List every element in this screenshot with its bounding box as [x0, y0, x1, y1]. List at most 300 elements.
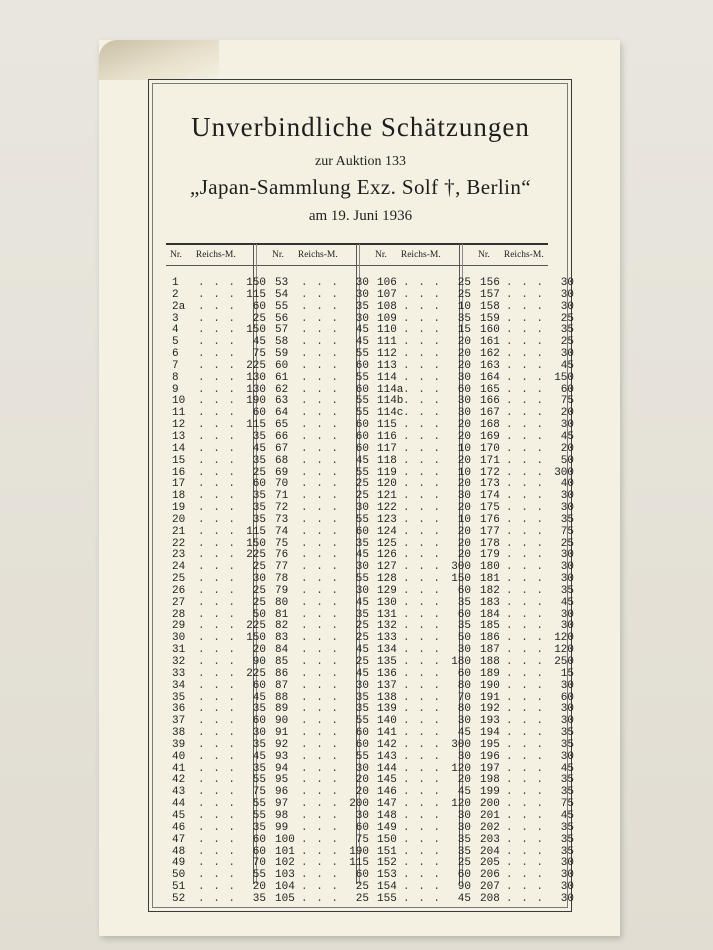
estimate-value: 115: [246, 288, 266, 301]
lot-number: 148: [377, 809, 397, 822]
table-row: [275, 456, 369, 468]
leader-dots: . . .: [198, 798, 237, 811]
leader-dots: . . .: [301, 584, 340, 597]
leader-dots: . . .: [506, 430, 545, 443]
lot-number: 7: [172, 359, 179, 372]
lot-number: 81: [275, 608, 289, 621]
leader-dots: . . .: [198, 513, 237, 526]
estimate-value: 45: [560, 762, 574, 775]
estimate-value: 35: [252, 502, 266, 515]
estimate-value: 55: [355, 573, 369, 586]
estimate-value: 115: [246, 419, 266, 432]
leader-dots: . . .: [403, 881, 442, 894]
table-row: [275, 527, 369, 539]
estimate-value: 30: [560, 892, 574, 905]
estimate-value: 55: [252, 774, 266, 787]
leader-dots: . . .: [506, 774, 545, 787]
leader-dots: . . .: [506, 407, 545, 420]
estimate-value: 35: [252, 821, 266, 834]
leader-dots: . . .: [506, 869, 545, 882]
estimate-value: 30: [560, 869, 574, 882]
lot-number: 9: [172, 383, 179, 396]
leader-dots: . . .: [403, 679, 442, 692]
estimate-value: 150: [246, 537, 266, 550]
leader-dots: . . .: [403, 537, 442, 550]
estimate-value: 30: [457, 407, 471, 420]
estimate-value: 25: [355, 620, 369, 633]
estimate-value: 30: [560, 881, 574, 894]
estimate-value: 90: [457, 881, 471, 894]
leader-dots: . . .: [506, 371, 545, 384]
estimate-value: 45: [355, 667, 369, 680]
leader-dots: . . .: [301, 727, 340, 740]
lot-number: 51: [172, 881, 186, 894]
estimate-value: 35: [457, 620, 471, 633]
estimate-value: 20: [457, 525, 471, 538]
leader-dots: . . .: [506, 738, 545, 751]
estimate-value: 35: [560, 786, 574, 799]
estimate-value: 10: [457, 466, 471, 479]
lot-number: 204: [480, 845, 500, 858]
leader-dots: . . .: [506, 383, 545, 396]
leader-dots: . . .: [506, 821, 545, 834]
leader-dots: . . .: [403, 608, 442, 621]
lot-number: 187: [480, 644, 500, 657]
lot-number: 132: [377, 620, 397, 633]
table-row: [275, 290, 369, 302]
leader-dots: . . .: [403, 430, 442, 443]
leader-dots: . . .: [403, 490, 442, 503]
leader-dots: . . .: [198, 632, 237, 645]
estimate-value: 35: [560, 845, 574, 858]
estimate-value: 20: [457, 348, 471, 361]
lot-number: 114b: [377, 395, 404, 408]
estimate-value: 25: [252, 596, 266, 609]
estimate-value: 25: [355, 478, 369, 491]
lot-number: 177: [480, 525, 500, 538]
estimate-value: 60: [355, 727, 369, 740]
leader-dots: . . .: [301, 383, 340, 396]
lot-number: 157: [480, 288, 500, 301]
leader-dots: . . .: [506, 359, 545, 372]
leader-dots: . . .: [301, 490, 340, 503]
leader-dots: . . .: [403, 632, 442, 645]
estimate-value: 45: [252, 750, 266, 763]
lot-number: 197: [480, 762, 500, 775]
leader-dots: . . .: [506, 348, 545, 361]
leader-dots: . . .: [403, 312, 442, 325]
lot-number: 174: [480, 490, 500, 503]
table-row: [480, 598, 574, 610]
estimate-value: 20: [252, 881, 266, 894]
estimate-value: 25: [355, 490, 369, 503]
leader-dots: . . .: [301, 833, 340, 846]
lot-number: 18: [172, 490, 186, 503]
leader-dots: . . .: [506, 513, 545, 526]
estimate-value: 15: [457, 324, 471, 337]
estimate-value: 35: [560, 833, 574, 846]
document-title: Unverbindliche Schätzungen: [191, 112, 530, 142]
table-row: [172, 669, 266, 681]
lot-number: 124: [377, 525, 397, 538]
estimate-value: 225: [246, 667, 266, 680]
lot-number: 20: [172, 513, 186, 526]
leader-dots: . . .: [506, 312, 545, 325]
leader-dots: . . .: [403, 336, 442, 349]
lot-number: 138: [377, 691, 397, 704]
leader-dots: . . .: [403, 549, 442, 562]
leader-dots: . . .: [198, 383, 237, 396]
lot-number: 117: [377, 442, 397, 455]
leader-dots: . . .: [506, 525, 545, 538]
estimate-value: 30: [457, 371, 471, 384]
estimate-value: 45: [457, 786, 471, 799]
lot-number: 31: [172, 644, 186, 657]
estimate-value: 25: [457, 288, 471, 301]
leader-dots: . . .: [301, 430, 340, 443]
leader-dots: . . .: [198, 573, 237, 586]
estimate-value: 55: [355, 715, 369, 728]
lot-number: 188: [480, 656, 500, 668]
leader-dots: . . .: [506, 584, 545, 597]
lot-number: 95: [275, 774, 289, 787]
lot-number: 96: [275, 786, 289, 799]
lot-number: 169: [480, 430, 500, 443]
estimate-value: 115: [246, 525, 266, 538]
lot-number: 90: [275, 715, 289, 728]
lot-number: 128: [377, 573, 397, 586]
estimate-value: 180: [451, 656, 471, 668]
leader-dots: . . .: [301, 371, 340, 384]
lot-number: 108: [377, 300, 397, 313]
table-header-rule: [166, 265, 548, 266]
leader-dots: . . .: [403, 348, 442, 361]
leader-dots: . . .: [301, 442, 340, 455]
estimate-value: 60: [457, 584, 471, 597]
estimate-value: 35: [252, 703, 266, 716]
lot-number: 168: [480, 419, 500, 432]
leader-dots: . . .: [403, 715, 442, 728]
lot-number: 151: [377, 845, 397, 858]
estimate-value: 75: [252, 786, 266, 799]
leader-dots: . . .: [403, 288, 442, 301]
lot-number: 44: [172, 798, 186, 811]
estimate-value: 300: [554, 466, 574, 479]
table-row: [377, 894, 471, 906]
lot-number: 156: [480, 277, 500, 289]
estimate-value: 225: [246, 620, 266, 633]
estimate-value: 10: [457, 442, 471, 455]
leader-dots: . . .: [506, 549, 545, 562]
lot-number: 103: [275, 869, 295, 882]
estimate-value: 30: [560, 608, 574, 621]
lot-number: 139: [377, 703, 397, 716]
leader-dots: . . .: [403, 419, 442, 432]
leader-dots: . . .: [403, 596, 442, 609]
column-header: [170, 250, 236, 260]
estimate-value: 30: [252, 727, 266, 740]
leader-dots: . . .: [198, 715, 237, 728]
estimate-value: 30: [560, 573, 574, 586]
leader-dots: . . .: [301, 348, 340, 361]
lot-number: 120: [377, 478, 397, 491]
leader-dots: . . .: [403, 324, 442, 337]
estimate-value: 30: [560, 703, 574, 716]
leader-dots: . . .: [506, 537, 545, 550]
lot-number: 68: [275, 454, 289, 467]
lot-number: 121: [377, 490, 397, 503]
estimate-value: 20: [560, 407, 574, 420]
estimate-value: 45: [355, 596, 369, 609]
estimate-value: 120: [451, 798, 471, 811]
leader-dots: . . .: [506, 620, 545, 633]
leader-dots: . . .: [403, 561, 442, 574]
lot-number: 167: [480, 407, 500, 420]
leader-dots: . . .: [403, 869, 442, 882]
lot-number: 189: [480, 667, 500, 680]
table-row: [480, 586, 574, 598]
lot-number: 194: [480, 727, 500, 740]
estimate-value: 30: [560, 419, 574, 432]
leader-dots: . . .: [403, 478, 442, 491]
estimate-value: 30: [355, 288, 369, 301]
lot-number: 35: [172, 691, 186, 704]
table-row: [172, 302, 266, 314]
estimate-value: 75: [560, 525, 574, 538]
lot-number: 87: [275, 679, 289, 692]
lot-number: 37: [172, 715, 186, 728]
leader-dots: . . .: [301, 277, 340, 289]
estimate-value: 30: [560, 277, 574, 289]
estimate-value: 30: [560, 679, 574, 692]
lot-number: 65: [275, 419, 289, 432]
lot-number: 12: [172, 419, 186, 432]
leader-dots: . . .: [198, 312, 237, 325]
estimate-value: 35: [560, 727, 574, 740]
lot-number: 74: [275, 525, 289, 538]
estimate-value: 150: [246, 324, 266, 337]
estimate-value: 20: [457, 419, 471, 432]
leader-dots: . . .: [301, 632, 340, 645]
lot-number: 24: [172, 561, 186, 574]
table-row: [275, 669, 369, 681]
leader-dots: . . .: [198, 407, 237, 420]
estimate-value: 25: [457, 857, 471, 870]
estimate-value: 80: [457, 703, 471, 716]
lot-number: 155: [377, 892, 397, 905]
leader-dots: . . .: [198, 584, 237, 597]
lot-number: 33: [172, 667, 186, 680]
lot-number: 52: [172, 892, 186, 905]
leader-dots: . . .: [506, 632, 545, 645]
header-nr: Nr.: [478, 250, 490, 260]
estimate-value: 60: [252, 715, 266, 728]
leader-dots: . . .: [301, 419, 340, 432]
lot-number: 2a: [172, 300, 186, 313]
leader-dots: . . .: [403, 584, 442, 597]
lot-number: 41: [172, 762, 186, 775]
leader-dots: . . .: [506, 596, 545, 609]
leader-dots: . . .: [198, 348, 237, 361]
leader-dots: . . .: [506, 750, 545, 763]
leader-dots: . . .: [403, 407, 442, 420]
leader-dots: . . .: [506, 727, 545, 740]
table-row: [377, 527, 471, 539]
estimate-value: 30: [560, 490, 574, 503]
table-row: [172, 823, 266, 835]
estimate-value: 35: [252, 513, 266, 526]
estimate-value: 75: [355, 833, 369, 846]
lot-number: 26: [172, 584, 186, 597]
lot-number: 191: [480, 691, 500, 704]
estimate-value: 75: [560, 395, 574, 408]
table-row: [480, 361, 574, 373]
leader-dots: . . .: [506, 336, 545, 349]
leader-dots: . . .: [301, 620, 340, 633]
leader-dots: . . .: [198, 490, 237, 503]
leader-dots: . . .: [301, 525, 340, 538]
lot-number: 55: [275, 300, 289, 313]
estimate-value: 25: [457, 277, 471, 289]
lot-number: 184: [480, 608, 500, 621]
lot-number: 149: [377, 821, 397, 834]
estimate-value: 20: [457, 774, 471, 787]
table-row: [377, 444, 471, 456]
leader-dots: . . .: [301, 762, 340, 775]
estimate-value: 300: [451, 561, 471, 574]
lot-number: 5: [172, 336, 179, 349]
leader-dots: . . .: [506, 324, 545, 337]
leader-dots: . . .: [301, 359, 340, 372]
leader-dots: . . .: [301, 738, 340, 751]
leader-dots: . . .: [301, 478, 340, 491]
lot-number: 206: [480, 869, 500, 882]
lot-number: 62: [275, 383, 289, 396]
leader-dots: . . .: [198, 430, 237, 443]
leader-dots: . . .: [198, 667, 237, 680]
lot-number: 39: [172, 738, 186, 751]
table-row: [275, 302, 369, 314]
leader-dots: . . .: [198, 869, 237, 882]
table-row: [377, 586, 471, 598]
leader-dots: . . .: [301, 892, 340, 905]
estimate-value: 45: [457, 892, 471, 905]
leader-dots: . . .: [301, 502, 340, 515]
lot-number: 118: [377, 454, 397, 467]
estimate-value: 25: [252, 561, 266, 574]
lot-number: 136: [377, 667, 397, 680]
lot-number: 89: [275, 703, 289, 716]
leader-dots: . . .: [403, 573, 442, 586]
lot-number: 46: [172, 821, 186, 834]
estimate-value: 45: [560, 430, 574, 443]
lot-number: 198: [480, 774, 500, 787]
leader-dots: . . .: [506, 857, 545, 870]
leader-dots: . . .: [198, 608, 237, 621]
lot-number: 94: [275, 762, 289, 775]
table-row: [480, 669, 574, 681]
estimate-value: 200: [349, 798, 369, 811]
leader-dots: . . .: [403, 667, 442, 680]
lot-number: 201: [480, 809, 500, 822]
auction-subtitle: zur Auktion 133: [315, 154, 406, 169]
table-row: [480, 681, 574, 693]
leader-dots: . . .: [403, 845, 442, 858]
lot-number: 59: [275, 348, 289, 361]
estimate-value: 55: [355, 395, 369, 408]
estimate-value: 80: [457, 679, 471, 692]
leader-dots: . . .: [301, 869, 340, 882]
estimate-value: 30: [457, 395, 471, 408]
estimate-value: 20: [355, 774, 369, 787]
table-top-rule: [166, 243, 548, 245]
table-row: [275, 586, 369, 598]
lot-number: 47: [172, 833, 186, 846]
estimate-value: 25: [355, 892, 369, 905]
lot-number: 16: [172, 466, 186, 479]
estimate-value: 25: [355, 632, 369, 645]
estimate-value: 45: [355, 454, 369, 467]
lot-number: 105: [275, 892, 295, 905]
header-reichsmark: Reichs-M.: [400, 250, 441, 260]
leader-dots: . . .: [198, 371, 237, 384]
leader-dots: . . .: [506, 490, 545, 503]
leader-dots: . . .: [403, 691, 442, 704]
leader-dots: . . .: [301, 857, 340, 870]
estimate-value: 30: [457, 821, 471, 834]
estimate-value: 20: [457, 336, 471, 349]
estimate-value: 60: [252, 679, 266, 692]
lot-number: 142: [377, 738, 397, 751]
lot-number: 123: [377, 513, 397, 526]
estimate-value: 60: [355, 821, 369, 834]
price-column-2: [275, 278, 369, 906]
lot-number: 161: [480, 336, 500, 349]
table-row: [480, 444, 574, 456]
leader-dots: . . .: [301, 715, 340, 728]
estimate-value: 45: [355, 336, 369, 349]
column-header: [478, 250, 544, 260]
leader-dots: . . .: [301, 667, 340, 680]
leader-dots: . . .: [506, 419, 545, 432]
leader-dots: . . .: [198, 277, 237, 289]
lot-number: 84: [275, 644, 289, 657]
leader-dots: . . .: [301, 454, 340, 467]
estimate-value: 20: [457, 430, 471, 443]
lot-number: 163: [480, 359, 500, 372]
table-row: [480, 823, 574, 835]
estimate-value: 30: [560, 502, 574, 515]
estimate-value: 60: [457, 869, 471, 882]
lot-number: 146: [377, 786, 397, 799]
estimate-value: 300: [451, 738, 471, 751]
estimate-value: 150: [554, 371, 574, 384]
lot-number: 130: [377, 596, 397, 609]
estimate-value: 30: [560, 549, 574, 562]
lot-number: 180: [480, 561, 500, 574]
estimate-value: 60: [457, 383, 471, 396]
table-row: [275, 444, 369, 456]
lot-number: 176: [480, 513, 500, 526]
estimate-value: 120: [554, 644, 574, 657]
leader-dots: . . .: [403, 762, 442, 775]
table-row: [172, 515, 266, 527]
table-row: [377, 598, 471, 610]
lot-number: 170: [480, 442, 500, 455]
leader-dots: . . .: [506, 881, 545, 894]
lot-number: 112: [377, 348, 397, 361]
lot-number: 202: [480, 821, 500, 834]
